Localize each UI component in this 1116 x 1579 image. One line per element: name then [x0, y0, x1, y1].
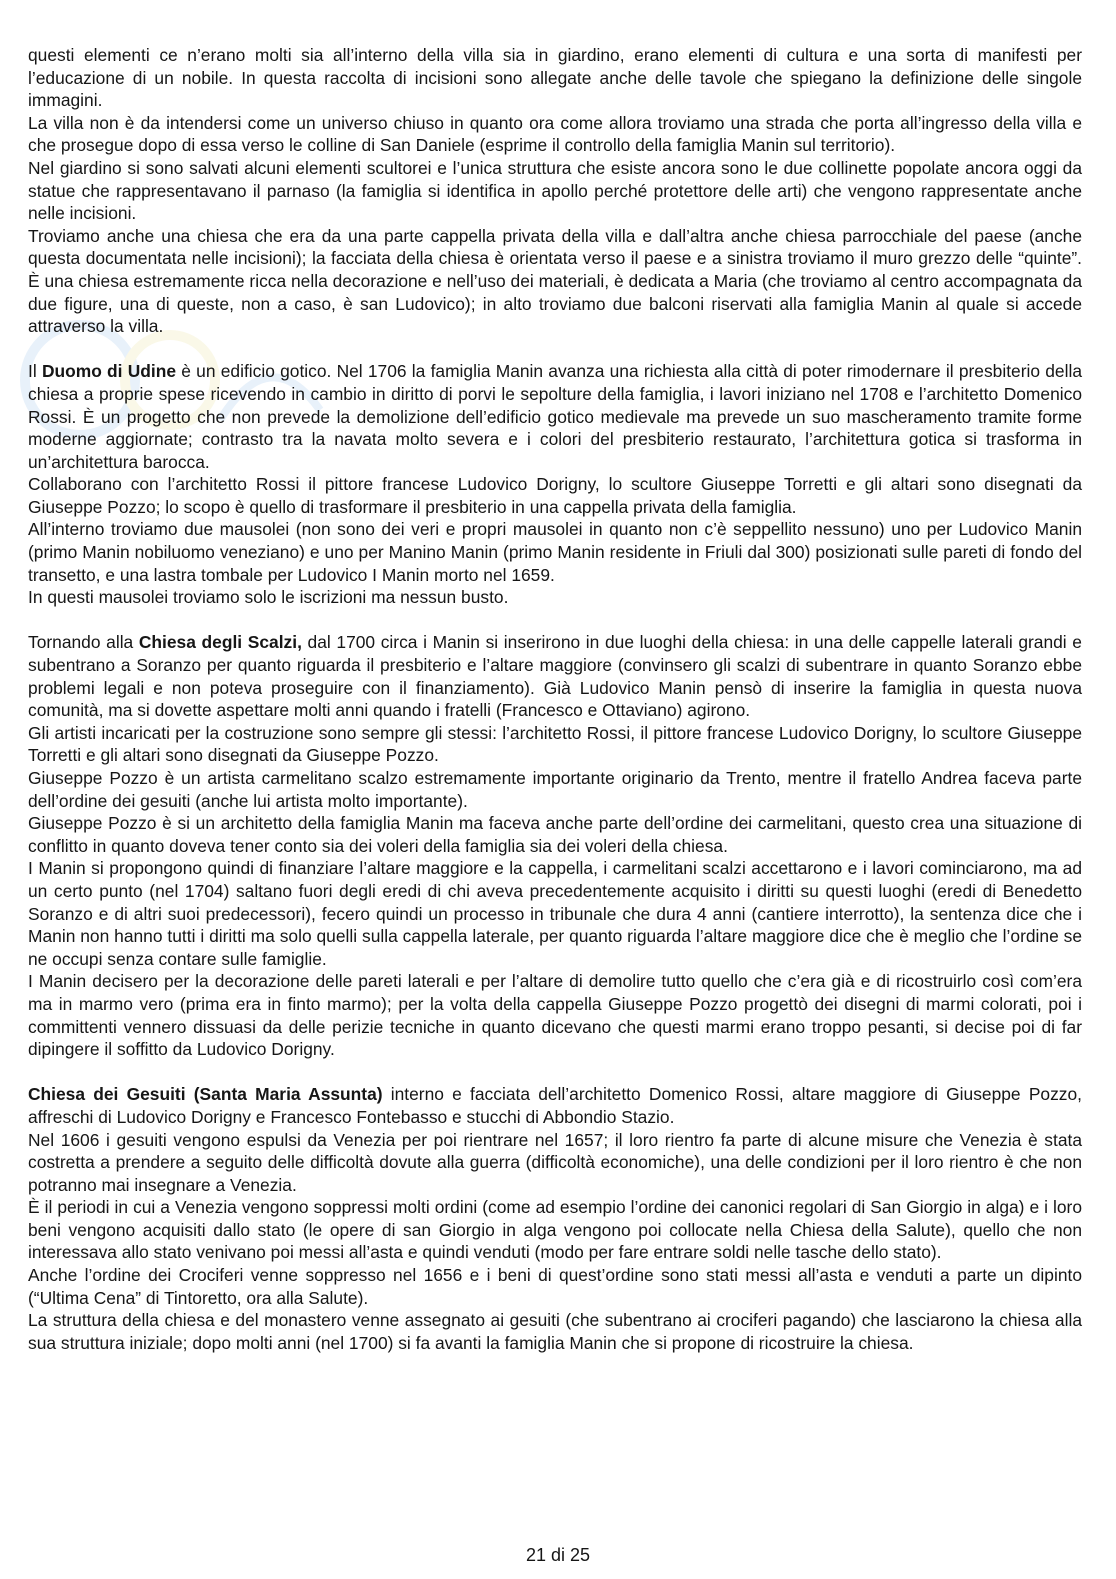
paragraph-prefix: Tornando alla [28, 632, 139, 653]
paragraph-text: Anche l’ordine dei Crociferi venne soppresso nel 1656 e i beni di quest’ordine sono stati messi all’asta e venduti a parte un dipinto (“Ultima Cena” di Tintoretto, ora alla Salute). [28, 1265, 1082, 1308]
paragraph [28, 857, 1082, 970]
paragraph-text: La struttura della chiesa e del monastero venne assegnato ai gesuiti (che subentrano ai crociferi pagando) che lasciarono la chiesa alla sua struttura iniziale; dopo molti anni (nel 1700) si fa avanti la famiglia Manin che si propone di ricostruire la chiesa. [28, 1310, 1082, 1353]
paragraph [28, 970, 1082, 1060]
paragraph-text: I Manin decisero per la decorazione delle pareti laterali e per l’altare di demolire tutto quello che c’era già e di ricostruirlo così com’era ma in marmo vero (prima era in finto marmo); per la volta della cappella Giuseppe Pozzo progettò dei disegni di marmi colorati, poi i committenti vennero dissuasi da delle perizie tecniche in quanto dicevano che questi marmi erano troppo pesanti, si decise poi di far dipingere il soffitto da Ludovico Dorigny. [28, 971, 1082, 1060]
paragraph-spacer [28, 609, 1082, 632]
paragraph-spacer [28, 1061, 1082, 1084]
paragraph-text: Nel 1606 i gesuiti vengono espulsi da Venezia per poi rientrare nel 1657; il loro rientro fa parte di alcune misure che Venezia è stata costretta a prendere a seguito delle difficoltà dovute alla guerra (difficoltà economiche), una delle condizioni per il loro rientro è che non potranno mai insegnare a Venezia. [28, 1129, 1082, 1195]
paragraph-text: Collaborano con l’architetto Rossi il pittore francese Ludovico Dorigny, lo scultore Giuseppe Torretti e gli altari sono disegnati da Giuseppe Pozzo; lo scopo è quello di trasformare il presbiterio in una cappella privata della famiglia. [28, 474, 1082, 517]
paragraph [28, 225, 1082, 338]
paragraph-text: I Manin si propongono quindi di finanziare l’altare maggiore e la cappella, i carmelitani scalzi accettarono e i lavori cominciarono, ma ad un certo punto (nel 1704) saltano fuori degli eredi di chi aveva precedentemente acquisito i diritti su questi luoghi (eredi di Benedetto Soranzo e di altri suoi predecessori), fecero quindi un processo in tribunale che dura 4 anni (cantiere interrotto), la sentenza dice che i Manin non hanno tutti i diritti ma solo quelli sulla cappella laterale, per quanto riguarda l’altare maggiore dice che è meglio che l’ordine se ne occupi senza contare sulle famiglie. [28, 858, 1082, 969]
paragraph-text: è un edificio gotico. Nel 1706 la famiglia Manin avanza una richiesta alla città di poter rimodernare il presbiterio della chiesa a proprie spese ricevendo in cambio in diritto di porvi le sepolture della famiglia, i lavori iniziano nel 1708 e l’architetto Domenico Rossi. È un progetto che non prevede la demolizione dell’edificio gotico medievale ma prevede un suo mascheramento tramite forme moderne aggiornate; contrasto tra la navata molto severa e i colori del presbiterio restaurato, l’architettura gotica si trasforma in un’architettura barocca. [28, 361, 1082, 472]
paragraph-spacer [28, 338, 1082, 361]
paragraph [28, 631, 1082, 721]
paragraph [28, 812, 1082, 857]
paragraph [28, 1083, 1082, 1128]
paragraph-heading: Chiesa dei Gesuiti (Santa Maria Assunta) [28, 1084, 383, 1105]
paragraph [28, 157, 1082, 225]
paragraph-text: questi elementi ce n’erano molti sia all’interno della villa sia in giardino, erano elementi di cultura e una sorta di manifesti per l’educazione di un nobile. In questa raccolta di incisioni sono allegate anche delle tavole che spiegano la definizione delle singole immagini. [28, 45, 1082, 111]
paragraph [28, 1196, 1082, 1264]
paragraph [28, 722, 1082, 767]
paragraph-text: In questi mausolei troviamo solo le iscrizioni ma nessun busto. [28, 587, 509, 608]
paragraph-text: dal 1700 circa i Manin si inserirono in due luoghi della chiesa: in una delle cappelle laterali grandi e subentrano a Soranzo per quanto riguarda il presbiterio e l’altare maggiore (convinsero gli scalzi di subentrare in quanto Soranzo ebbe problemi legali e non poteva proseguire con il finanziamento). Già Ludovico Manin pensò di inserire la famiglia in questa nuova comunità, ma si dovette aspettare molti anni quando i fratelli (Francesco e Ottaviano) agirono. [28, 632, 1082, 721]
paragraph-text: interno e facciata dell’architetto Domenico Rossi, altare maggiore di Giuseppe Pozzo, affreschi di Ludovico Dorigny e Francesco Fontebasso e stucchi di Abbondio Stazio. [28, 1084, 1082, 1127]
document-body [28, 44, 1082, 1354]
paragraph-text: Troviamo anche una chiesa che era da una parte cappella privata della villa e dall’altra anche chiesa parrocchiale del paese (anche questa documentata nelle incisioni); la facciata della chiesa è orientata verso il paese e a sinistra troviamo il muro grezzo delle “quinte”. È una chiesa estremamente ricca nella decorazione e nell’uso dei materiali, è dedicata a Maria (che troviamo al centro accompagnata da due figure, una di queste, non a caso, è san Ludovico); in alto troviamo due balconi riservati alla famiglia Manin al quale si accede attraverso la villa. [28, 225, 1082, 337]
paragraph-text: Nel giardino si sono salvati alcuni elementi scultorei e l’unica struttura che esiste ancora sono le due collinette popolate ancora oggi da statue che rappresentavano il parnaso (la famiglia si identifica in apollo perché protettore delle arti) che vengono rappresentate anche nelle incisioni. [28, 157, 1082, 224]
page-number: 21 di 25 [525, 1545, 591, 1565]
paragraph-heading: Chiesa degli Scalzi, [138, 632, 302, 653]
paragraph [28, 44, 1082, 112]
paragraph-text: Giuseppe Pozzo è un artista carmelitano scalzo estremamente importante originario da Trento, mentre il fratello Andrea faceva parte dell’ordine dei gesuiti (anche lui artista molto importante). [28, 768, 1082, 811]
paragraph-text: All’interno troviamo due mausolei (non sono dei veri e propri mausolei in quanto non c’è seppellito nessuno) uno per Ludovico Manin (primo Manin nobiluomo veneziano) e uno per Manino Manin (primo Manin residente in Friuli dal 300) posizionati sulle pareti di fondo del transetto, e una lastra tombale per Ludovico I Manin morto nel 1659. [28, 519, 1082, 585]
paragraph [28, 112, 1082, 157]
paragraph [28, 1264, 1082, 1309]
paragraph [28, 518, 1082, 586]
paragraph [28, 1309, 1082, 1354]
paragraph [28, 360, 1082, 473]
paragraph-text: La villa non è da intendersi come un universo chiuso in quanto ora come allora troviamo una strada che porta all’ingresso della villa e che prosegue dopo di essa verso le colline di San Daniele (esprime il controllo della famiglia Manin sul territorio). [28, 112, 1082, 156]
paragraph-text: Giuseppe Pozzo è si un architetto della famiglia Manin ma faceva anche parte dell’ordine dei carmelitani, questo crea una situazione di conflitto in quanto doveva tener conto sia dei voleri della famiglia sia dei voleri della chiesa. [28, 813, 1082, 856]
paragraph [28, 1129, 1082, 1197]
paragraph-heading: Duomo di Udine [41, 361, 177, 382]
paragraph [28, 767, 1082, 812]
paragraph [28, 473, 1082, 518]
paragraph-prefix: Il [28, 361, 42, 382]
paragraph-text: È il periodi in cui a Venezia vengono soppressi molti ordini (come ad esempio l’ordine dei canonici regolari di San Giorgio in alga) e i loro beni vengono acquisiti dallo stato (le opere di san Giorgio in alga vengono poi collocate nella Chiesa della Salute), quello che non interessava allo stato venivano poi messi all’asta e quindi venduti (modo per fare entrare soldi nelle tasche dello stato). [28, 1197, 1082, 1263]
paragraph [28, 586, 1082, 609]
paragraph-text: Gli artisti incaricati per la costruzione sono sempre gli stessi: l’architetto Rossi, il pittore francese Ludovico Dorigny, lo scultore Giuseppe Torretti e gli altari sono disegnati da Giuseppe Pozzo. [28, 722, 1082, 766]
